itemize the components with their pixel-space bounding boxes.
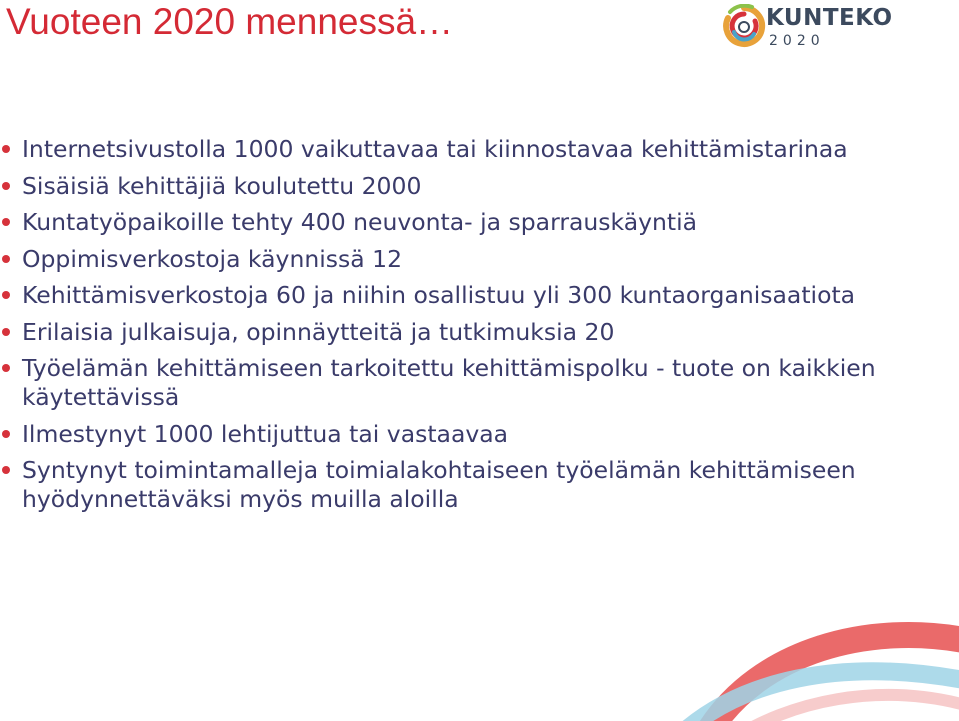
bullet-item	[0, 281, 900, 310]
bullet-text: Erilaisia julkaisuja, opinnäytteitä ja tutkimuksia 20	[22, 317, 615, 346]
bullet-text: Oppimisverkostoja käynnissä 12	[22, 244, 403, 273]
bullet-item	[0, 318, 900, 347]
bullet-item	[0, 420, 900, 449]
bullet-item	[0, 456, 900, 514]
bullet-marker-icon	[2, 145, 10, 153]
logo-year: 2020	[769, 33, 825, 49]
bullet-list	[0, 135, 900, 522]
bullet-marker-icon	[2, 291, 10, 299]
bullet-marker-icon	[2, 364, 10, 372]
kunteko-logo-icon	[722, 4, 766, 50]
bullet-text: Kuntatyöpaikoille tehty 400 neuvonta- ja sparrauskäyntiä	[22, 208, 698, 236]
bullet-text: Syntynyt toimintamalleja toimialakohtaiseen työelämän kehittämiseen hyödynnettäväksi myös muilla aloilla	[22, 456, 856, 513]
bullet-marker-icon	[2, 182, 10, 190]
bullet-text: Kehittämisverkostoja 60 ja niihin osallistuu yli 300 kuntaorganisaatiota	[22, 281, 856, 309]
bullet-marker-icon	[2, 466, 10, 474]
bullet-marker-icon	[2, 328, 10, 336]
bullet-item	[0, 208, 900, 237]
bullet-text: Työelämän kehittämiseen tarkoitettu kehittämispolku - tuote on kaikkien käytettävissä	[22, 354, 876, 411]
bullet-item	[0, 172, 900, 201]
bullet-item	[0, 245, 900, 274]
bullet-text: Internetsivustolla 1000 vaikuttavaa tai kiinnostavaa kehittämistarinaa	[22, 135, 848, 163]
bullet-text: Ilmestynyt 1000 lehtijuttua tai vastaavaa	[22, 419, 509, 448]
kunteko-logo	[722, 4, 912, 54]
slide-title: Vuoteen 2020 mennessä…	[6, 1, 454, 42]
decorative-swoosh	[669, 611, 959, 721]
bullet-marker-icon	[2, 430, 10, 438]
bullet-marker-icon	[2, 218, 10, 226]
logo-wordmark: KUNTEKO	[766, 5, 893, 31]
bullet-item	[0, 354, 900, 412]
bullet-text: Sisäisiä kehittäjiä koulutettu 2000	[22, 171, 422, 200]
bullet-item	[0, 135, 900, 164]
bullet-marker-icon	[2, 255, 10, 263]
